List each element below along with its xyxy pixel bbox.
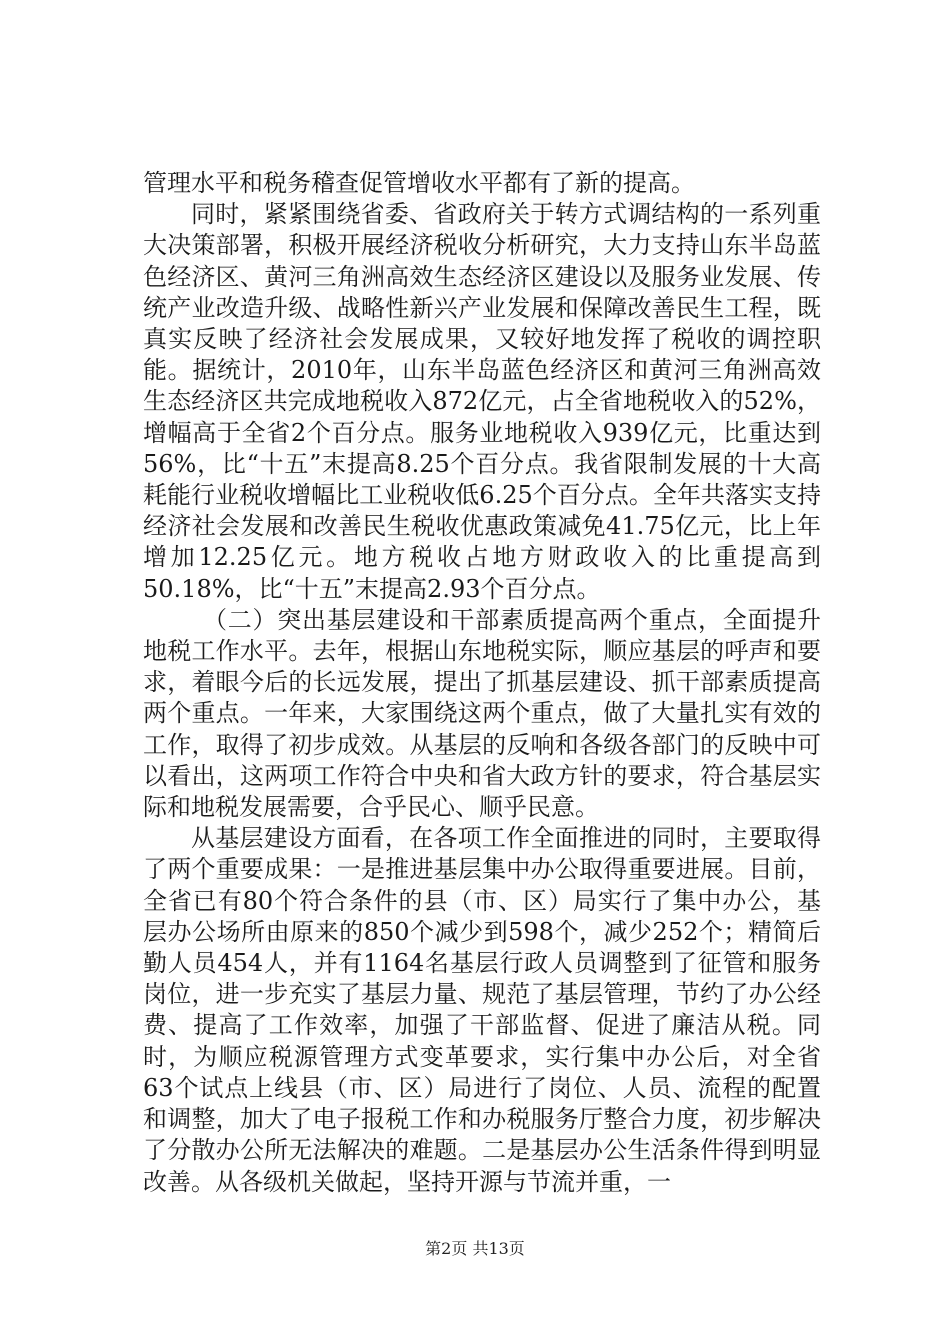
paragraph-economic-analysis: 同时，紧紧围绕省委、省政府关于转方式调结构的一系列重大决策部署，积极开展经济税收分析研究，大力支持山东半岛蓝色经济区、黄河三角洲高效生态经济区建设以及服务业发展、传统产业改造升级、战略性新兴产业发展和保障改善民生工程，既真实反映了经济社会发展成果，又较好地发挥了税收的调控职能。据统计，2010年，山东半岛蓝色经济区和黄河三角洲高效生态经济区共完成地税收入872亿元，占全省地税收入的52%，增幅高于全省2个百分点。服务业地税收入939亿元，比重达到56%，比“十五”末提高8.25个百分点。我省限制发展的十大高耗能行业税收增幅比工业税收低6.25个百分点。全年共落实支持经济社会发展和改善民生税收优惠政策减免41.75亿元，比上年增加12.25亿元。地方税收占地方财政收入的比重提高到50.18%，比“十五”末提高2.93个百分点。 bbox=[143, 200, 821, 603]
paragraph-section-two: （二）突出基层建设和干部素质提高两个重点，全面提升地税工作水平。去年，根据山东地税实际，顺应基层的呼声和要求，着眼今后的长远发展，提出了抓基层建设、抓干部素质提高两个重点。一年来，大家围绕这两个重点，做了大量扎实有效的工作，取得了初步成效。从基层的反响和各级各部门的反映中可以看出，这两项工作符合中央和省大政方针的要求，符合基层实际和地税发展需要，合乎民心、顺乎民意。 bbox=[143, 605, 821, 822]
document-body bbox=[143, 168, 821, 1198]
paragraph-continuation: 管理水平和税务稽查促管增收水平都有了新的提高。 bbox=[143, 169, 695, 197]
page-number-footer: 第2页 共13页 bbox=[425, 1239, 525, 1258]
paragraph-grassroots-construction: 从基层建设方面看，在各项工作全面推进的同时，主要取得了两个重要成果：一是推进基层集中办公取得重要进展。目前，全省已有80个符合条件的县（市、区）局实行了集中办公，基层办公场所由原来的850个减少到598个，减少252个；精简后勤人员454人，并有1164名基层行政人员调整到了征管和服务岗位，进一步充实了基层力量、规范了基层管理，节约了办公经费、提高了工作效率，加强了干部监督、促进了廉洁从税。同时，为顺应税源管理方式变革要求，实行集中办公后，对全省63个试点上线县（市、区）局进行了岗位、人员、流程的配置和调整，加大了电子报税工作和办税服务厅整合力度，初步解决了分散办公所无法解决的难题。二是基层办公生活条件得到明显改善。从各级机关做起，坚持开源与节流并重，一 bbox=[143, 824, 821, 1196]
